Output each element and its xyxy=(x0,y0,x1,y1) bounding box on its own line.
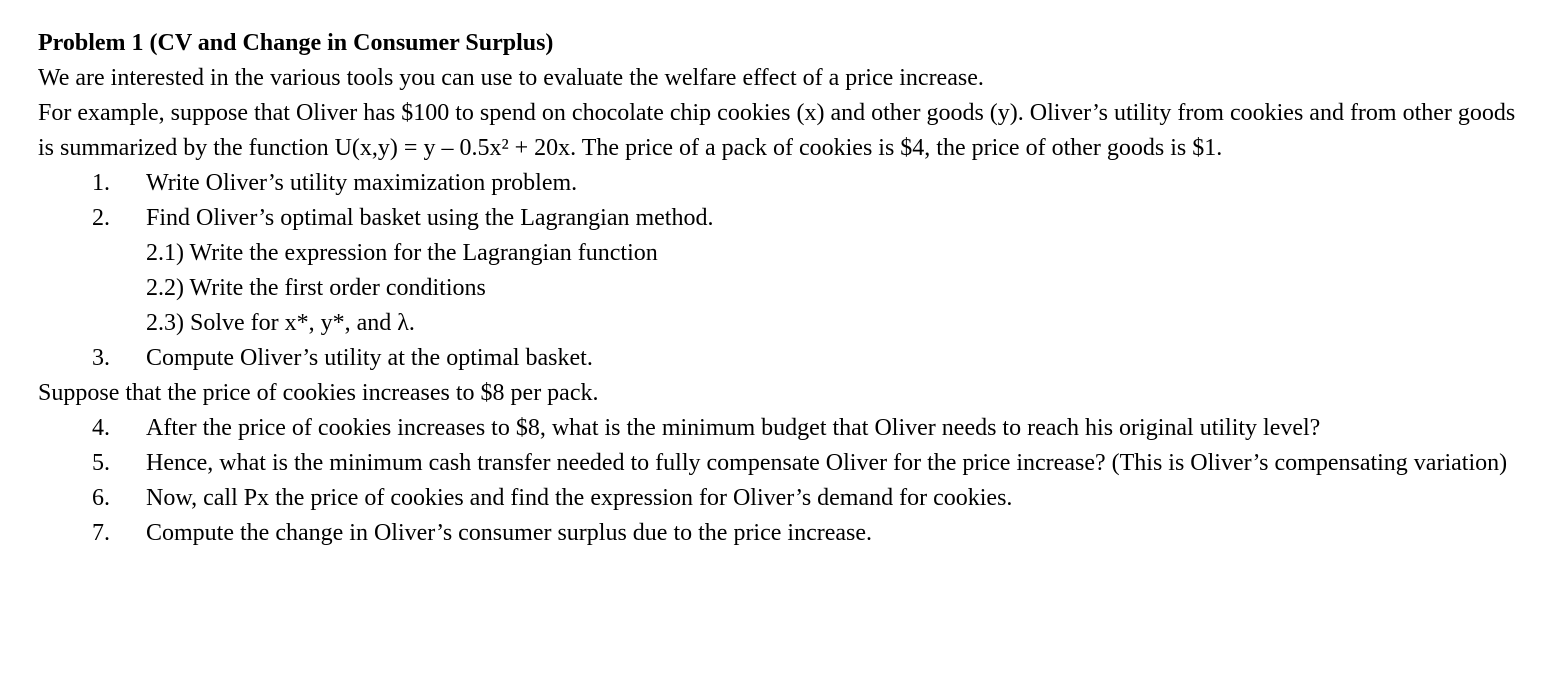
question-item xyxy=(38,446,1518,481)
question-number: 7. xyxy=(92,520,110,546)
subpart-item: 2.3) Solve for x*, y*, and λ. xyxy=(146,310,415,336)
question-text: Compute Oliver’s utility at the optimal basket. xyxy=(146,345,593,371)
problem-document xyxy=(38,26,1518,551)
question-number: 4. xyxy=(92,415,110,441)
question-item xyxy=(38,411,1518,446)
suppose-paragraph: Suppose that the price of cookies increases to $8 per pack. xyxy=(38,380,599,406)
question-text: Write Oliver’s utility maximization problem. xyxy=(146,170,578,196)
intro-paragraph: We are interested in the various tools you can use to evaluate the welfare effect of a price increase. xyxy=(38,65,984,91)
question-text: After the price of cookies increases to $8, what is the minimum budget that Oliver needs to reach his original utility level? xyxy=(146,415,1321,441)
question-text: Hence, what is the minimum cash transfer needed to fully compensate Oliver for the price increase? (This is Oliver’s compensating variation) xyxy=(146,450,1508,476)
question-list-part-a xyxy=(38,166,1518,376)
subpart-item: 2.2) Write the first order conditions xyxy=(146,275,486,301)
question-number: 6. xyxy=(92,485,110,511)
question-item xyxy=(38,166,1518,201)
question-number: 2. xyxy=(92,205,110,231)
question-number: 5. xyxy=(92,450,110,476)
question-text: Compute the change in Oliver’s consumer surplus due to the price increase. xyxy=(146,520,873,546)
question-number: 3. xyxy=(92,345,110,371)
question-item xyxy=(38,341,1518,376)
question-text: Now, call Px the price of cookies and find the expression for Oliver’s demand for cookies. xyxy=(146,485,1013,511)
problem-title: Problem 1 (CV and Change in Consumer Surplus) xyxy=(38,30,554,56)
question-number: 1. xyxy=(92,170,110,196)
example-paragraph: For example, suppose that Oliver has $100 to spend on chocolate chip cookies (x) and other goods (y). Oliver’s utility from cookies and from other goods is summarized by the function U(x,y) = y – 0.5x² + 20x. The price of a pack of cookies is $4, the price of other goods is $1. xyxy=(38,100,1516,161)
question-item xyxy=(38,516,1518,551)
question-item xyxy=(38,481,1518,516)
question-item xyxy=(38,201,1518,341)
subpart-item: 2.1) Write the expression for the Lagrangian function xyxy=(146,240,658,266)
question-text: Find Oliver’s optimal basket using the Lagrangian method. xyxy=(146,205,714,231)
question-list-part-b xyxy=(38,411,1518,551)
